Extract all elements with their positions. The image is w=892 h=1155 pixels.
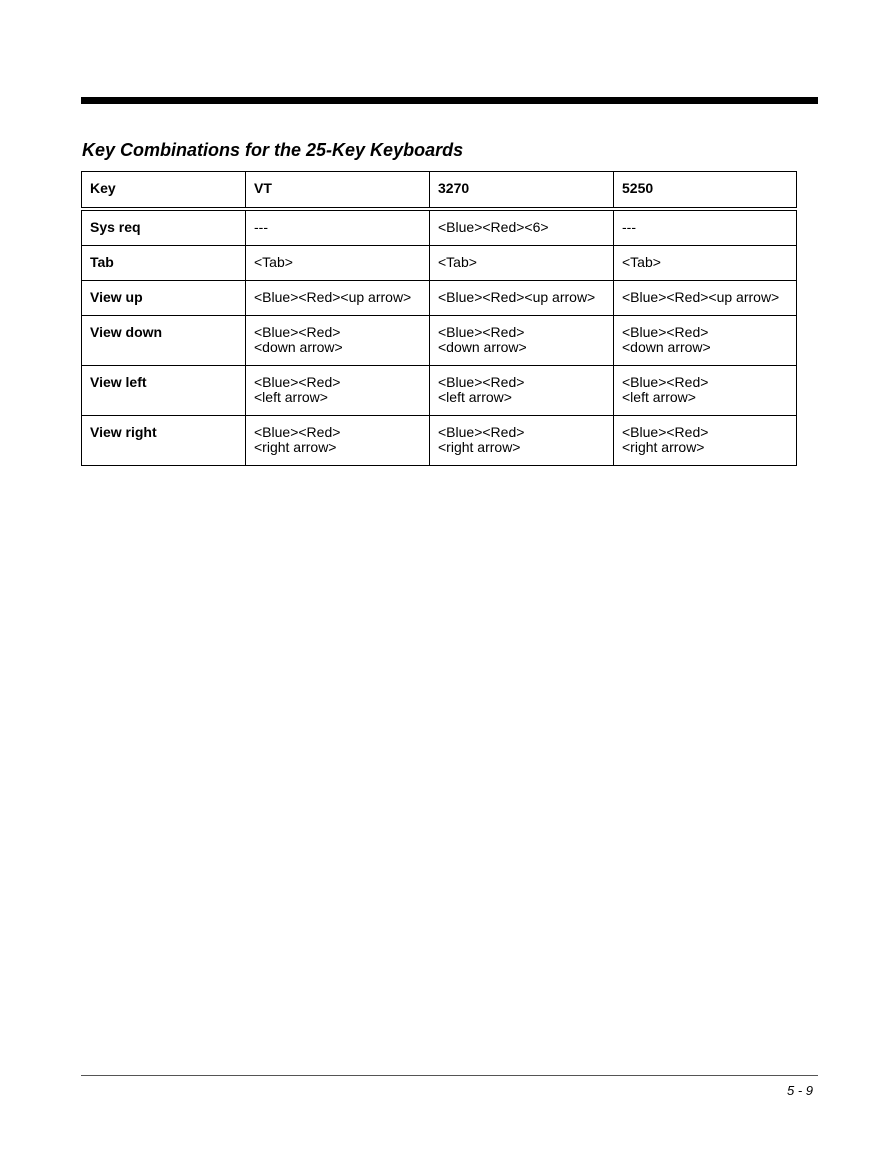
table-row — [82, 281, 797, 316]
cell-line: <left arrow> — [622, 389, 696, 405]
header-3270: 3270 — [430, 172, 614, 210]
header-vt: VT — [246, 172, 430, 210]
table-row — [82, 416, 797, 466]
cell-line: <down arrow> — [438, 339, 527, 355]
table-row — [82, 366, 797, 416]
cell-line: <Blue><Red> — [254, 374, 341, 390]
cell-line: <left arrow> — [438, 389, 512, 405]
cell-vt — [246, 416, 430, 466]
cell-line: <right arrow> — [254, 439, 337, 455]
cell-line: <Blue><Red><up arrow> — [438, 289, 596, 305]
cell-line: <Blue><Red> — [438, 424, 525, 440]
cell-3270 — [430, 209, 614, 246]
table-row — [82, 246, 797, 281]
top-rule — [81, 97, 818, 104]
table-row — [82, 316, 797, 366]
row-key: View down — [82, 316, 246, 366]
cell-vt — [246, 281, 430, 316]
row-key: Tab — [82, 246, 246, 281]
row-key: View left — [82, 366, 246, 416]
cell-vt — [246, 246, 430, 281]
cell-line: <Blue><Red> — [622, 424, 709, 440]
cell-vt — [246, 366, 430, 416]
cell-line: <Blue><Red> — [254, 324, 341, 340]
cell-vt — [246, 316, 430, 366]
cell-line: --- — [622, 219, 636, 235]
page-number: 5 - 9 — [786, 1083, 813, 1098]
cell-line: <Tab> — [254, 254, 293, 270]
cell-line: <Blue><Red> — [438, 324, 525, 340]
cell-line: <Blue><Red> — [622, 324, 709, 340]
cell-line: <Blue><Red> — [438, 374, 525, 390]
cell-line: <left arrow> — [254, 389, 328, 405]
cell-line: <right arrow> — [438, 439, 521, 455]
table-header-row — [82, 172, 797, 210]
cell-line: <Tab> — [438, 254, 477, 270]
cell-5250 — [614, 209, 797, 246]
cell-line: <down arrow> — [254, 339, 343, 355]
section-title: Key Combinations for the 25-Key Keyboards — [82, 140, 464, 160]
cell-line: <down arrow> — [622, 339, 711, 355]
cell-line: <Tab> — [622, 254, 661, 270]
cell-3270 — [430, 366, 614, 416]
cell-line: <Blue><Red><6> — [438, 219, 549, 235]
cell-line: --- — [254, 219, 268, 235]
cell-line: <Blue><Red><up arrow> — [254, 289, 412, 305]
cell-3270 — [430, 316, 614, 366]
row-key: Sys req — [82, 209, 246, 246]
table-row — [82, 209, 797, 246]
row-key: View right — [82, 416, 246, 466]
cell-line: <Blue><Red> — [254, 424, 341, 440]
cell-5250 — [614, 281, 797, 316]
footer-rule — [81, 1075, 818, 1076]
cell-5250 — [614, 416, 797, 466]
cell-vt — [246, 209, 430, 246]
cell-3270 — [430, 281, 614, 316]
header-5250: 5250 — [614, 172, 797, 210]
cell-5250 — [614, 366, 797, 416]
cell-3270 — [430, 246, 614, 281]
cell-line: <Blue><Red> — [622, 374, 709, 390]
cell-5250 — [614, 246, 797, 281]
header-key: Key — [82, 172, 246, 210]
key-combinations-table — [81, 171, 797, 466]
cell-5250 — [614, 316, 797, 366]
row-key: View up — [82, 281, 246, 316]
cell-3270 — [430, 416, 614, 466]
cell-line: <Blue><Red><up arrow> — [622, 289, 780, 305]
cell-line: <right arrow> — [622, 439, 705, 455]
